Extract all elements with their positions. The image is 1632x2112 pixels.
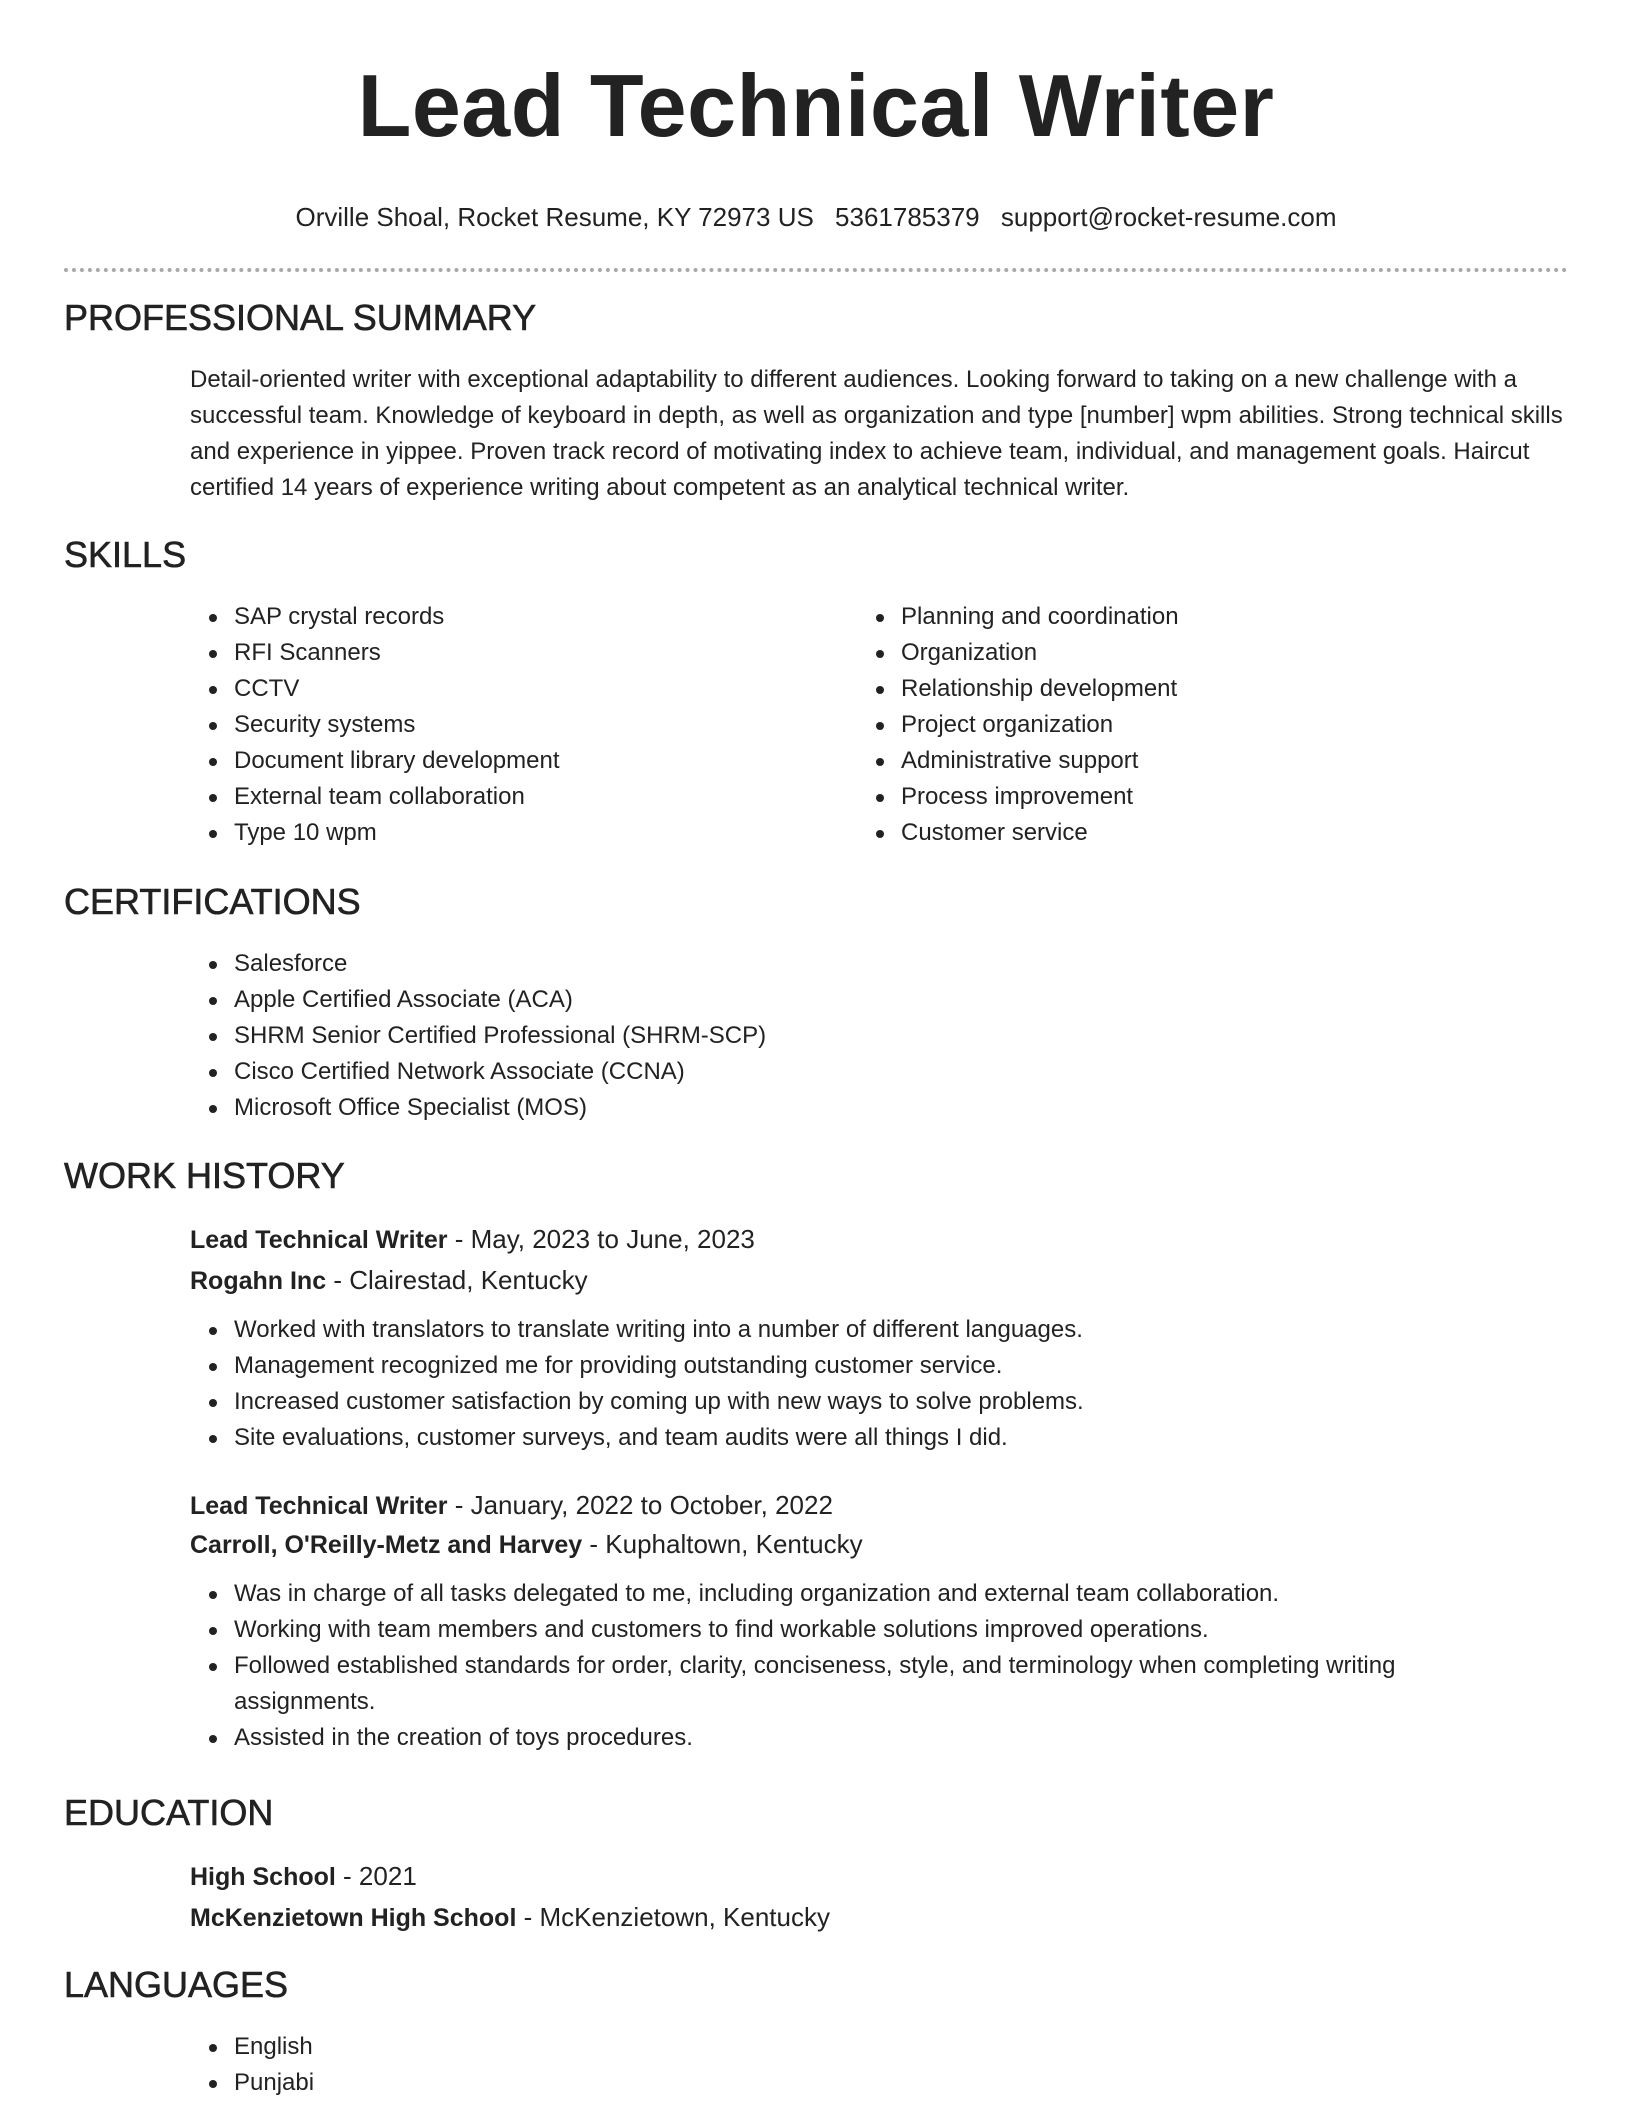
skills-heading: SKILLS <box>64 534 187 575</box>
education-location: - McKenzietown, Kentucky <box>516 1902 830 1932</box>
languages-list <box>64 2029 1568 2101</box>
list-item: RFI Scanners <box>234 635 901 671</box>
certifications-heading: CERTIFICATIONS <box>64 881 361 922</box>
education-section <box>64 1791 1568 1937</box>
skills-list-right <box>901 599 1568 851</box>
job-title-line <box>190 1486 1568 1525</box>
job-dates: - January, 2022 to October, 2022 <box>447 1490 833 1520</box>
list-item: Document library development <box>234 743 901 779</box>
job-dates: - May, 2023 to June, 2023 <box>447 1224 755 1254</box>
job-title: Lead Technical Writer <box>190 1226 448 1254</box>
skills-columns <box>64 599 1568 851</box>
list-item: Relationship development <box>901 671 1568 707</box>
education-year: - 2021 <box>335 1861 417 1891</box>
list-item: Organization <box>901 635 1568 671</box>
list-item: English <box>234 2029 1568 2065</box>
job-company-line <box>190 1525 1568 1564</box>
list-item: Working with team members and customers to find workable solutions improved operations. <box>234 1612 1508 1648</box>
list-item: Planning and coordination <box>901 599 1568 635</box>
job-entry <box>64 1220 1568 1300</box>
skills-section <box>64 533 1568 851</box>
list-item: Cisco Certified Network Associate (CCNA) <box>234 1054 1568 1090</box>
list-item: CCTV <box>234 671 901 707</box>
list-item: Administrative support <box>901 743 1568 779</box>
list-item: Punjabi <box>234 2065 1568 2101</box>
summary-text: Detail-oriented writer with exceptional adaptability to different audiences. Looking forward to taking on a new challenge with a successful team. Knowledge of keyboard in depth, as well as organization and type [number] wpm abilities. Strong technical skills and experience in yippee. Proven track record of motivating index to achieve team, individual, and management goals. Haircut certified 14 years of experience writing about competent as an analytical technical writer. <box>190 366 1563 501</box>
contact-email: support@rocket-resume.com <box>1000 202 1337 232</box>
list-item: Increased customer satisfaction by coming up with new ways to solve problems. <box>234 1384 1568 1420</box>
list-item: Followed established standards for order, clarity, conciseness, style, and terminology when completing writing assignments. <box>234 1648 1508 1720</box>
languages-heading: LANGUAGES <box>64 1964 289 2005</box>
list-item: Customer service <box>901 815 1568 851</box>
education-degree-line <box>190 1857 1568 1896</box>
list-item: SHRM Senior Certified Professional (SHRM-SCP) <box>234 1018 1568 1054</box>
job-location: - Kuphaltown, Kentucky <box>582 1529 863 1559</box>
list-item: Apple Certified Associate (ACA) <box>234 982 1568 1018</box>
list-item: Assisted in the creation of toys procedures. <box>234 1720 1508 1756</box>
work-history-heading: WORK HISTORY <box>64 1155 345 1196</box>
education-school: McKenzietown High School <box>190 1904 517 1932</box>
job-company-line <box>190 1261 1568 1300</box>
job-title-line <box>190 1220 1568 1259</box>
summary-section <box>64 296 1568 506</box>
job-bullets <box>64 1312 1568 1456</box>
contact-address: Orville Shoal, Rocket Resume, KY 72973 US <box>295 202 814 232</box>
list-item: Process improvement <box>901 779 1568 815</box>
list-item: Salesforce <box>234 946 1568 982</box>
education-degree: High School <box>190 1863 336 1891</box>
contact-line <box>64 200 1568 234</box>
list-item: Management recognized me for providing outstanding customer service. <box>234 1348 1568 1384</box>
job-company: Rogahn Inc <box>190 1267 327 1295</box>
list-item: External team collaboration <box>234 779 901 815</box>
contact-phone: 5361785379 <box>835 202 980 232</box>
education-heading: EDUCATION <box>64 1792 274 1833</box>
list-item: Type 10 wpm <box>234 815 901 851</box>
summary-heading: PROFESSIONAL SUMMARY <box>64 297 537 338</box>
list-item: Security systems <box>234 707 901 743</box>
list-item: Worked with translators to translate writing into a number of different languages. <box>234 1312 1568 1348</box>
skills-list-left <box>64 599 901 851</box>
job-bullets <box>64 1576 1568 1756</box>
job-company: Carroll, O'Reilly-Metz and Harvey <box>190 1531 583 1559</box>
page-title: Lead Technical Writer <box>357 56 1275 155</box>
list-item: SAP crystal records <box>234 599 901 635</box>
list-item: Was in charge of all tasks delegated to me, including organization and external team collaboration. <box>234 1576 1508 1612</box>
languages-section <box>64 1963 1568 2101</box>
list-item: Microsoft Office Specialist (MOS) <box>234 1090 1568 1126</box>
list-item: Site evaluations, customer surveys, and team audits were all things I did. <box>234 1420 1568 1456</box>
job-title: Lead Technical Writer <box>190 1492 448 1520</box>
header-divider <box>64 268 1568 272</box>
job-entry <box>64 1486 1568 1564</box>
education-school-line <box>190 1898 1568 1937</box>
list-item: Project organization <box>901 707 1568 743</box>
job-location: - Clairestad, Kentucky <box>326 1265 588 1295</box>
education-entry <box>64 1857 1568 1937</box>
certifications-section <box>64 880 1568 1126</box>
work-history-section <box>64 1154 1568 1756</box>
certifications-list <box>64 946 1568 1126</box>
